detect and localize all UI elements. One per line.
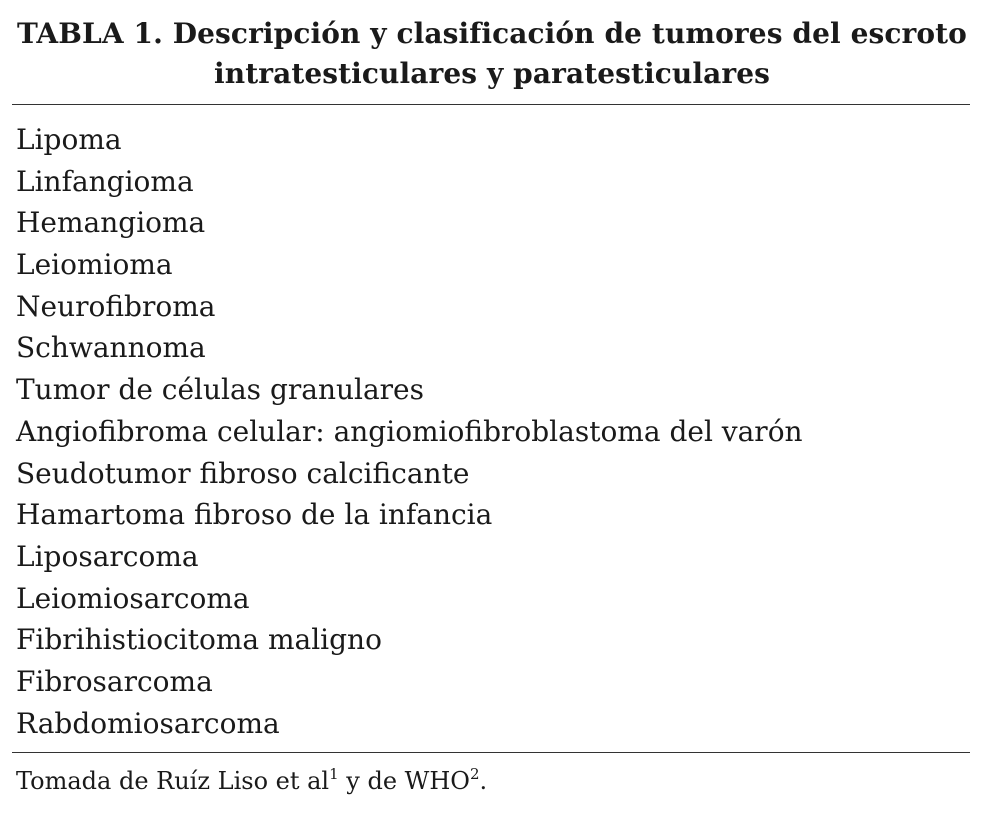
tumor-item: Fibrosarcoma [16, 664, 213, 698]
tumor-item: Neurofibroma [16, 289, 216, 323]
tumor-item: Angiofibroma celular: angiomiofibroblastoma del varón [16, 414, 803, 448]
footnote-reference-1: 1 [329, 765, 339, 783]
tumor-item: Fibrihistiocitoma maligno [16, 623, 382, 657]
footnote-source-text-2: y de WHO [338, 767, 470, 795]
table-title [12, 14, 972, 94]
tumor-item: Linfangioma [16, 164, 194, 198]
tumor-item: Hemangioma [16, 206, 206, 240]
top-rule [12, 104, 970, 105]
tumor-item: Schwannoma [16, 331, 206, 365]
tumor-item: Hamartoma fibroso de la infancia [16, 498, 493, 532]
footnote-source-text: Tomada de Ruíz Liso et al [16, 767, 330, 795]
tumor-item: Rabdomiosarcoma [16, 706, 280, 740]
tumor-item: Tumor de células granulares [16, 373, 424, 407]
tumor-list [16, 119, 803, 744]
footnote-reference-2: 2 [469, 765, 480, 783]
tumor-item: Leiomioma [16, 248, 173, 282]
table-title-line-1: TABLA 1. Descripción y clasificación de tumores del escroto [17, 17, 967, 50]
tumor-item: Liposarcoma [16, 539, 199, 573]
footnote-period: . [479, 767, 488, 795]
bottom-rule [12, 752, 970, 753]
tumor-item: Leiomiosarcoma [16, 581, 250, 615]
tumor-item: Lipoma [16, 123, 122, 156]
table-footnote [16, 764, 487, 798]
tumor-item: Seudotumor fibroso calcificante [16, 456, 470, 490]
table-title-line-2: intratesticulares y paratesticulares [214, 57, 770, 90]
